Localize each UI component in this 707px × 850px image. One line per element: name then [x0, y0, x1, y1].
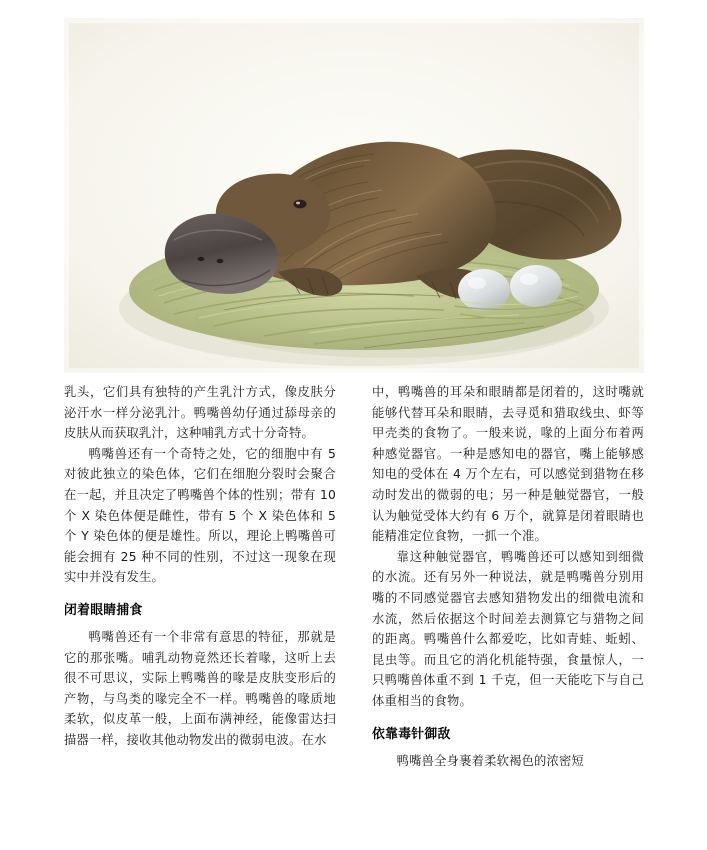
platypus-nostril-left [198, 257, 205, 261]
right-paragraph-2: 靠这种触觉器官，鸭嘴兽还可以感知到细微的水流。还有另外一种说法，就是鸭嘴兽分别用嘴的不同感觉器官去感知猎物发出的细微电流和水流，然后依据这个时间差去测算它与猎物之间的距离。鸭嘴兽什么都爱吃，比如青蛙、蚯蚓、昆虫等。而且它的消化机能特强，食量惊人，一只鸭嘴兽体重不到 1 千克，但一天能吃下与自己体重相当的食物。 [372, 549, 644, 708]
platypus-nostril-right [217, 259, 224, 263]
left-column [64, 382, 336, 832]
right-paragraph-3: 鸭嘴兽全身裹着柔软褐色的浓密短 [396, 753, 585, 768]
platypus-illustration [64, 18, 644, 373]
platypus-illustration-svg [64, 18, 644, 373]
left-paragraph-1: 乳头，它们具有独特的产生乳汁方式，像皮肤分泌汗水一样分泌乳汁。鸭嘴兽幼仔通过舔母亲的皮肤从而获取乳汁，这种哺乳方式十分奇特。 [64, 385, 336, 441]
section-heading-venom: 依靠毒针御敌 [372, 726, 451, 742]
right-paragraph-1: 中，鸭嘴兽的耳朵和眼睛都是闭着的，这时嘴就能够代替耳朵和眼睛，去寻觅和猎取线虫、虾等甲壳类的食物了。一般来说，喙的上面分布着两种感觉器官。一种是感知电的器官，嘴上能够感知电的受体在 4 万个左右，可以感觉到猎物在移动时发出的微弱的电；另一种是触觉器官，一般认为触觉受体大约有 6 万个，就算是闭着眼睛也能精准定位食物，一抓一个准。 [372, 385, 644, 544]
article-columns [64, 382, 644, 832]
section-heading-feeding: 闭着眼睛捕食 [64, 602, 143, 618]
left-paragraph-3: 鸭嘴兽还有一个非常有意思的特征，那就是它的那张嘴。哺乳动物竟然还长着喙，这听上去很不可思议，实际上鸭嘴兽的喙是皮肤变形后的产物，与鸟类的喙完全不一样。鸭嘴兽的喙质地柔软，似皮革一般，上面布满神经，能像雷达扫描器一样，接收其他动物发出的微弱电波。在水 [64, 629, 336, 747]
platypus-eye [294, 200, 307, 209]
right-column [372, 382, 644, 832]
left-paragraph-2: 鸭嘴兽还有一个奇特之处，它的细胞中有 5 对彼此独立的染色体，它们在细胞分裂时会聚合在一起，并且决定了鸭嘴兽个体的性别；带有 10 个 X 染色体便是雌性，带有 5 个 X 染色体和 5 个 Y 染色体的便是雄性。所以，理论上鸭嘴兽可能会拥有 25 种不同的性别，不过这一现象在现实中并没有发生。 [64, 446, 336, 585]
